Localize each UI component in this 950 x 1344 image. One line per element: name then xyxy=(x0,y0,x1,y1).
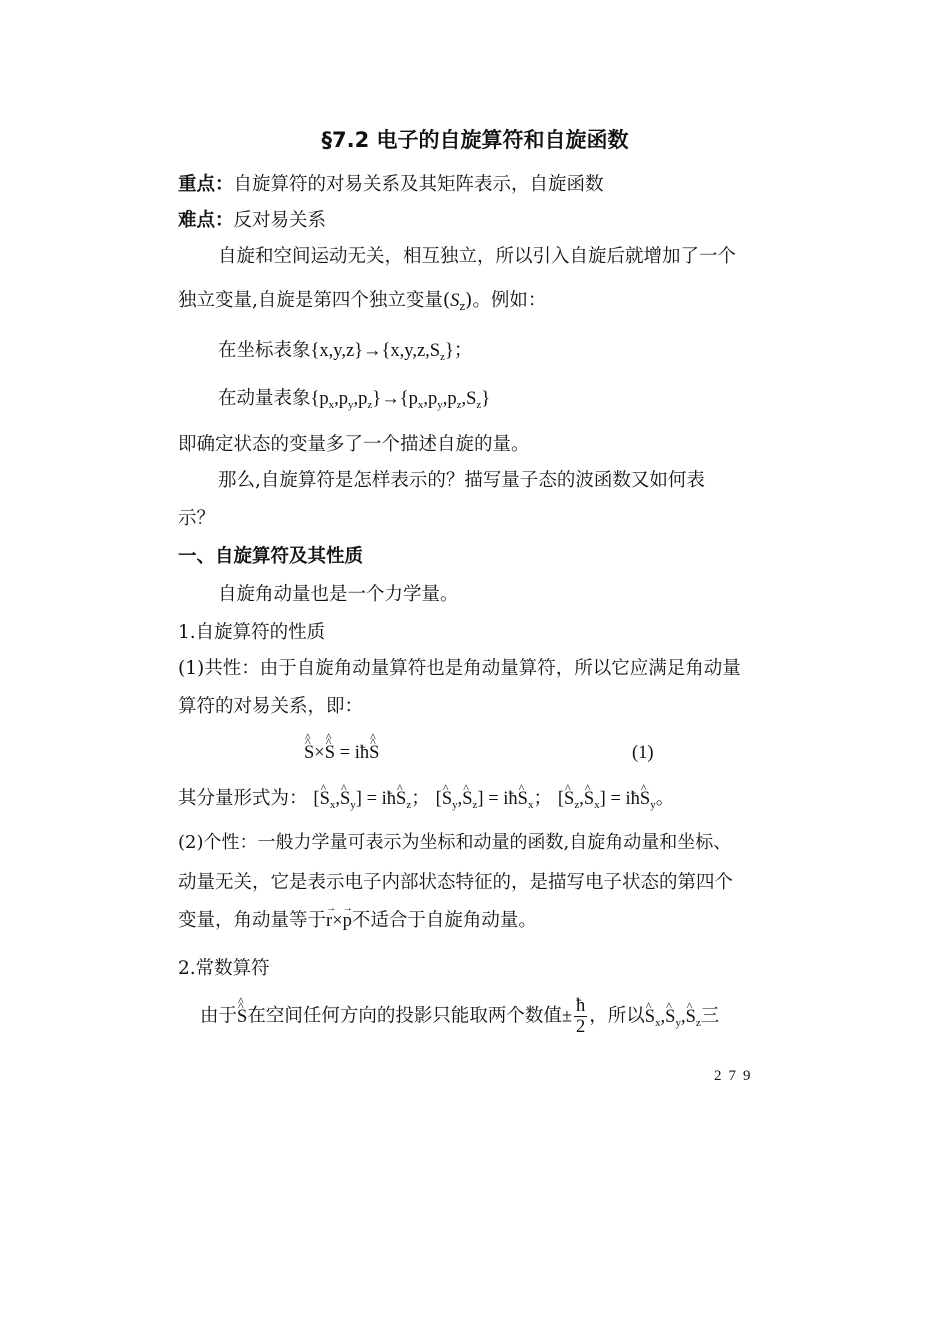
page-number: 279 xyxy=(714,1068,758,1084)
mom-sep: ,p xyxy=(334,389,349,409)
mom-lhs-open: {p xyxy=(310,389,329,409)
plus-minus: ± xyxy=(561,1006,572,1027)
mom-sub-z: z xyxy=(367,399,373,411)
text-part: 在空间任何方向的投影只能取两个数值 xyxy=(247,1005,562,1027)
text-part: 由于 xyxy=(200,1005,238,1027)
spin-variable-sub: z xyxy=(459,300,466,313)
constant-operator-line xyxy=(200,996,719,1037)
individual-property-line-1: (2)个性：一般力学量可表示为坐标和动量的函数,自旋角动量和坐标、 xyxy=(178,832,732,853)
subsection-heading-1: 1.自旋算符的性质 xyxy=(178,622,326,643)
arrow-icon: → xyxy=(381,389,400,409)
mom-lhs-close: } xyxy=(372,389,382,409)
spin-components: ^ $S_x,\^{}$ $S_y,\^{}$ $S_z$ xyxy=(645,1007,701,1027)
subsection-heading-2: 2.常数算符 xyxy=(178,958,270,979)
text-part: 不适合于自旋角动量。 xyxy=(351,910,537,931)
mom-sep: ,p xyxy=(423,389,438,409)
momentum-representation xyxy=(218,386,490,412)
hbar-over-2: $\frac{ħ}{2}$ xyxy=(575,996,586,1037)
cross-product: × xyxy=(332,911,343,931)
intro-line-1: 自旋和空间运动无关，相互独立，所以引入自旋后就增加了一个 xyxy=(218,246,737,267)
text-part: 三 xyxy=(700,1005,720,1027)
page-title: §7.2 电子的自旋算符和自旋函数 xyxy=(321,128,629,152)
section-intro: 自旋角动量也是一个力学量。 xyxy=(218,584,459,605)
commutator-yz: [^ $S_y,\^{}$ $S_z$] = iħ^ $S_x$ xyxy=(436,789,534,809)
cross-product: × xyxy=(314,743,325,763)
text-part: 变量，角动量等于 xyxy=(178,910,327,931)
common-property-line-1: (1)共性：由于自旋角动量算符也是角动量算符，所以它应满足角动量 xyxy=(178,658,741,679)
intro-text-b: )。例如： xyxy=(465,290,547,311)
mom-sub-y: y xyxy=(437,399,443,411)
spin-operator: ^ S ^ xyxy=(325,740,335,766)
key-points-label: 重点： xyxy=(178,174,234,195)
mom-sep: ,p xyxy=(442,389,457,409)
commutator-zx: [^ $S_z,\^{}$ $S_x$] = iħ^ $S_y$ xyxy=(558,789,656,809)
difficulty-text: 反对易关系 xyxy=(233,210,327,231)
coord-lhs: {x,y,z} xyxy=(310,341,364,361)
text-part: ，所以 xyxy=(589,1005,645,1027)
coord-tail: ； xyxy=(453,341,473,361)
coordinate-representation xyxy=(218,338,472,364)
mom-sub-x: x xyxy=(328,399,335,411)
mom-rhs-close: } xyxy=(481,389,491,409)
key-points-text: 自旋算符的对易关系及其矩阵表示，自旋函数 xyxy=(233,174,604,195)
difficulty xyxy=(178,208,326,234)
arrow-icon: → xyxy=(363,341,382,361)
equation-rhs: = iħ xyxy=(335,743,370,763)
mom-rhs-open: {p xyxy=(399,389,418,409)
individual-property-line-3 xyxy=(178,908,537,934)
individual-property-line-2: 动量无关，它是表示电子内部状态特征的，是描写电子状态的第四个 xyxy=(178,872,734,893)
mom-sub-x: x xyxy=(417,399,424,411)
spin-operator: ^ S ^ xyxy=(304,740,314,766)
component-form: 其分量形式为： [^ $S_x,\^{}$ $S_y$] = iħ^ $S_z$； [^ $S_y,\^{}$ $S_z$] = iħ^ $S_x$； [^ $S_z,\^{}$ $S_x$] = iħ^ $S_y$。 xyxy=(178,786,674,812)
coord-label: 在坐标表象 xyxy=(218,341,311,361)
momentum-label: 在动量表象 xyxy=(218,389,311,409)
spin-operator: ^ S ^ xyxy=(369,740,379,766)
mom-sep: ,p xyxy=(353,389,368,409)
momentum-vector: → p xyxy=(343,908,352,934)
key-points xyxy=(178,172,604,198)
state-variables: 即确定状态的变量多了一个描述自旋的量。 xyxy=(178,434,530,455)
spin-variable: S xyxy=(450,291,460,311)
mom-sep: ,S xyxy=(461,389,477,409)
section-heading: 一、自旋算符及其性质 xyxy=(178,546,364,567)
commutator-xy: [^ $S_x,\^{}$ $S_y$] = iħ^ $S_z$ xyxy=(313,789,411,809)
difficulty-label: 难点： xyxy=(178,210,234,231)
mom-sub-z: z xyxy=(456,399,462,411)
common-property-line-2: 算符的对易关系，即： xyxy=(178,696,364,717)
intro-line-2 xyxy=(178,288,546,314)
intro-text-a: 独立变量,自旋是第四个独立变量( xyxy=(178,290,451,311)
equation-number: (1) xyxy=(632,743,654,763)
component-label: 其分量形式为： xyxy=(178,788,308,809)
coord-rhs-close: } xyxy=(445,341,454,361)
question-line-1: 那么,自旋算符是怎样表示的？描写量子态的波函数又如何表 xyxy=(218,470,705,491)
spin-operator: ^ S ^ xyxy=(237,997,247,1037)
position-vector: → r xyxy=(326,908,332,934)
mom-sub-y: y xyxy=(348,399,354,411)
equation-1 xyxy=(304,740,379,766)
mom-sub-z: z xyxy=(476,399,482,411)
question-line-2: 示？ xyxy=(178,508,216,529)
coord-rhs: {x,y,z,S xyxy=(381,341,441,361)
coord-rhs-sub: z xyxy=(440,351,445,363)
